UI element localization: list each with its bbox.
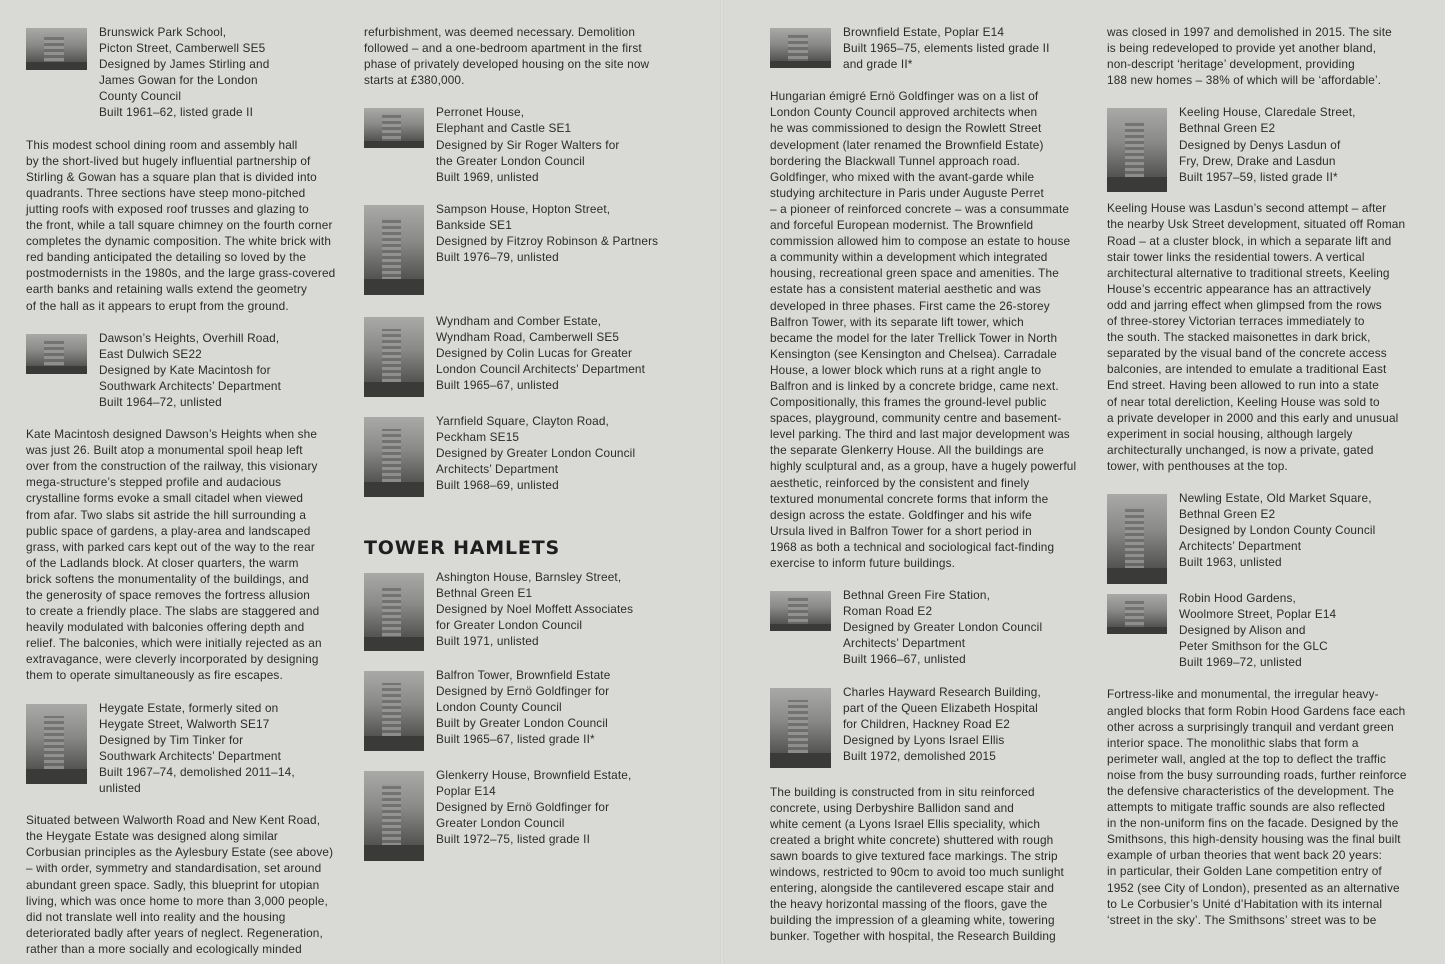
text-line: refurbishment, was deemed necessary. Demolition (364, 25, 636, 39)
text-line: of the hall as it appears to erupt from the ground. (26, 298, 289, 313)
text-line: the separate Glenkerry House. All the buildings are (770, 443, 1044, 458)
text-line: studying architecture in Paris under Auguste Perret (770, 185, 1044, 200)
entry-line: County Council (99, 89, 182, 104)
text-line: Compositionally, this frames the ground-level public (770, 395, 1047, 410)
entry-line: Bethnal Green E2 (1179, 121, 1276, 136)
entry-line: Southwark Architects’ Department (99, 748, 282, 763)
entry-line: Designed by London County Council (1179, 523, 1376, 538)
yarnfield-square-photo (364, 417, 424, 497)
entry-line: Southwark Architects’ Department (99, 378, 282, 393)
text-line: them to operate simultaneously as fire escapes. (26, 668, 283, 683)
text-line: Goldfinger, who mixed with the avant-garde while (770, 169, 1035, 184)
text-line: living, which was once home to more than 3,000 people, (26, 893, 328, 908)
text-line: non-descript ‘heritage’ development, providing (1107, 57, 1355, 72)
text-line: he was commissioned to design the Rowlett Street (770, 121, 1042, 136)
text-line: bordering the Blackwall Tunnel approach road. (770, 153, 1021, 168)
entry-line: Yarnfield Square, Clayton Road, (436, 413, 609, 428)
text-line: – a pioneer of reinforced concrete – was a consummate (770, 201, 1070, 216)
entry-yarnfield-square (364, 413, 674, 497)
paragraph-goldfinger (770, 88, 1082, 571)
entry-line: East Dulwich SE22 (99, 346, 202, 361)
text-line: – with order, symmetry and standardisation, set around (26, 861, 322, 876)
entry-line: Poplar E14 (436, 783, 496, 798)
text-line: Corbusian principles as the Aylesbury Estate (see above) (26, 845, 334, 860)
text-line: heavily modulated with balconies offering depth and (26, 620, 305, 635)
entry-line: Built 1965–67, listed grade II* (436, 732, 595, 747)
text-line: entering, alongside the cantilevered escape stair and (770, 881, 1055, 896)
entry-line: Roman Road E2 (843, 604, 933, 619)
text-line: crystalline forms evoke a small citadel when viewed (26, 491, 304, 506)
text-line: Kate Macintosh designed Dawson’s Heights when she (26, 427, 318, 442)
book-gutter (720, 0, 724, 964)
brownfield-estate-photo (770, 28, 831, 68)
balfron-tower-photo (364, 671, 424, 751)
entry-line: Bankside SE1 (436, 217, 512, 232)
entry-line: Designed by Kate Macintosh for (99, 362, 271, 377)
text-line: mega-structure’s stepped profile and audacious (26, 475, 282, 490)
text-line: perimeter wall, angled at the top to deflect the traffic (1107, 751, 1387, 766)
entry-line: Peter Smithson for the GLC (1179, 639, 1328, 654)
entry-line: Brownfield Estate, Poplar E14 (843, 25, 1005, 39)
entry-line: Built 1963, unlisted (1179, 555, 1282, 570)
text-line: deteriorated badly after years of neglect. Regeneration, (26, 925, 323, 940)
text-line: relief. The balconies, which were initially rejected as an (26, 636, 322, 651)
paragraph-robin-hood-gardens (1107, 686, 1419, 927)
entry-line: Designed by Tim Tinker for (99, 732, 244, 747)
text-line: Balfron and is linked by a concrete bridge, came next. (770, 378, 1059, 393)
column-1 (26, 24, 338, 957)
text-line: the generosity of space removes the fortress allusion (26, 588, 311, 602)
heygate-estate-photo (26, 704, 87, 784)
section-heading: TOWER HAMLETS (364, 536, 560, 559)
entry-glenkerry-house (364, 767, 674, 861)
text-line: of three-storey Victorian terraces immediately to (1107, 314, 1365, 329)
text-line: architectural alternative to traditional streets, Keeling (1107, 265, 1390, 280)
entry-line: for Children, Hackney Road E2 (843, 716, 1010, 731)
text-line: to create a friendly place. The slabs are staggered and (26, 604, 320, 619)
entry-line: Built 1961–62, listed grade II (99, 105, 254, 120)
text-line: angled blocks that form Robin Hood Gardens face each (1107, 703, 1406, 718)
text-line: was closed in 1997 and demolished in 2015. The site (1107, 25, 1392, 39)
entry-wyndham-comber (364, 313, 674, 397)
text-line: starts at £380,000. (364, 73, 465, 88)
entry-line: Built 1957–59, listed grade II* (1179, 169, 1338, 184)
text-line: is being redeveloped to provide yet another bland, (1107, 41, 1377, 56)
entry-line: Built 1971, unlisted (436, 634, 539, 649)
text-line: created a bright white concrete) shuttered with rough (770, 832, 1054, 847)
text-line: of the Ladlands block. At closer quarters, the warm (26, 555, 299, 570)
text-line: stair tower links the residential towers. A vertical (1107, 249, 1365, 264)
entry-line: Built 1967–74, demolished 2011–14, unlisted (99, 764, 295, 796)
sampson-house-photo (364, 205, 424, 295)
entry-line: Built 1976–79, unlisted (436, 250, 559, 265)
text-line: Situated between Walworth Road and New Kent Road, (26, 813, 321, 828)
text-line: End street. Having been allowed to run into a state (1107, 378, 1379, 393)
entry-line: Robin Hood Gardens, (1179, 590, 1296, 605)
newling-estate-photo (1107, 494, 1167, 584)
text-line: This modest school dining room and assembly hall (26, 137, 298, 152)
entry-line: Ashington House, Barnsley Street, (436, 569, 622, 584)
entry-line: Charles Hayward Research Building, (843, 684, 1041, 699)
text-line: estate has a consistent material aesthetic and was (770, 282, 1042, 297)
entry-line: Glenkerry House, Brownfield Estate, (436, 767, 632, 782)
text-line: over from the construction of the railway, this visionary (26, 459, 318, 474)
column-4 (1107, 24, 1419, 928)
entry-line: Architects’ Department (436, 462, 559, 477)
entry-line: Perronet House, (436, 105, 525, 120)
text-line: attempts to mitigate traffic sounds are also reflected (1107, 800, 1386, 815)
entry-line: Designed by Colin Lucas for Greater (436, 346, 633, 361)
paragraph-charles-hayward-continued (1107, 24, 1419, 88)
paragraph-heygate-continued (364, 24, 674, 88)
text-line: followed – and a one-bedroom apartment in the first (364, 41, 642, 56)
text-line: exercise to inform future buildings. (770, 556, 956, 570)
text-line: balconies, are intended to emulate a traditional East (1107, 362, 1387, 377)
text-line: housing, recreational green space and amenities. The (770, 266, 1059, 281)
text-line: spaces, playground, community centre and basement- (770, 411, 1062, 426)
entry-line: Bethnal Green Fire Station, (843, 588, 991, 603)
text-line: concrete, using Derbyshire Ballidon sand and (770, 800, 1014, 815)
text-line: and forceful European modernist. The Brownfield (770, 218, 1034, 233)
text-line: white cement (a Lyons Israel Ellis speciality, which (770, 816, 1041, 831)
text-line: to Le Corbusier’s Unité d’Habitation with its internal (1107, 896, 1383, 911)
text-line: the south. The stacked maisonettes in dark brick, (1107, 330, 1371, 345)
text-line: 1968 as both a technical and sociological fact-finding (770, 539, 1055, 554)
entry-line: Built 1966–67, unlisted (843, 652, 966, 667)
text-line: in the non-uniform fins on the facade. Designed by the (1107, 816, 1399, 831)
text-line: grass, with parked cars kept out of the way to the rear (26, 539, 315, 554)
entry-perronet-house (364, 104, 674, 184)
text-line: a private developer in 2000 and this early and unusual (1107, 410, 1399, 425)
paragraph-keeling-house (1107, 200, 1419, 474)
text-line: commission allowed him to compose an estate to house (770, 234, 1071, 249)
text-line: of near total dereliction, Keeling House was sold to (1107, 394, 1380, 409)
text-line: House’s eccentric appearance has an attractively (1107, 281, 1372, 296)
text-line: Road – at a cluster block, in which a separate lift and (1107, 233, 1392, 248)
text-line: level parking. The third and last major development was (770, 427, 1070, 442)
entry-line: Elephant and Castle SE1 (436, 121, 572, 136)
text-line: the front, while a tall square chimney on the fourth corner (26, 218, 333, 233)
entry-line: Designed by Ernö Goldfinger for (436, 800, 610, 815)
text-line: from afar. Two slabs sit astride the hill surrounding a (26, 507, 307, 522)
entry-line: Peckham SE15 (436, 429, 520, 444)
wyndham-comber-estate-photo (364, 317, 424, 397)
glenkerry-house-photo (364, 771, 424, 861)
text-line: Balfron Tower, with its separate lift tower, which (770, 314, 1024, 329)
text-line: The building is constructed from in situ reinforced (770, 784, 1035, 799)
entry-line: Designed by Greater London Council (843, 620, 1043, 635)
entry-line: Heygate Estate, formerly sited on (99, 700, 279, 715)
text-line: sawn boards to give textured face markings. The strip (770, 848, 1058, 863)
text-line: Ursula lived in Balfron Tower for a short period in (770, 523, 1032, 538)
entry-line: Dawson’s Heights, Overhill Road, (99, 330, 280, 345)
text-line: phase of privately developed housing on the site now (364, 57, 650, 72)
entry-line: Woolmore Street, Poplar E14 (1179, 607, 1337, 622)
text-line: Smithsons, this high-density housing was the final built (1107, 832, 1401, 847)
text-line: in particular, their Golden Lane competition entry of (1107, 864, 1382, 879)
entry-line: London County Council (436, 700, 562, 715)
text-line: became the model for the later Trellick Tower in North (770, 330, 1058, 345)
entry-heygate-estate (26, 700, 338, 797)
text-line: interior space. The monolithic slabs that form a (1107, 735, 1359, 750)
text-line: red banding anticipated the detailing so loved by the (26, 250, 307, 265)
entry-line: Designed by Lyons Israel Ellis (843, 732, 1005, 747)
text-line: ‘street in the sky’. The Smithsons’ street was to be (1107, 912, 1377, 927)
entry-line: Brunswick Park School, (99, 25, 227, 39)
entry-line: Greater London Council (436, 816, 565, 831)
entry-line: London Council Architects’ Department (436, 362, 646, 377)
text-line: earth banks and retaining walls extend the geometry (26, 282, 308, 297)
entry-line: Keeling House, Claredale Street, (1179, 105, 1356, 120)
entry-line: Designed by Greater London Council (436, 446, 636, 461)
text-line: 188 new homes – 38% of which will be ‘affordable’. (1107, 73, 1382, 88)
entry-line: Architects’ Department (1179, 539, 1302, 554)
column-2 (364, 24, 674, 861)
perronet-house-photo (364, 108, 424, 148)
text-line: the nearby Usk Street development, situated off Roman (1107, 217, 1406, 232)
entry-line: Built 1969, unlisted (436, 169, 539, 184)
text-line: abundant green space. Sadly, this blueprint for utopian (26, 877, 320, 892)
text-line: experiment in social housing, although largely (1107, 426, 1353, 441)
text-line: highly sculptural and, as a group, have a hugely powerful (770, 459, 1077, 474)
text-line: House, a lower block which runs at a right angle to (770, 362, 1042, 377)
text-line: jutting roofs with exposed roof trusses and glazing to (26, 201, 309, 216)
text-line: the defensive characteristics of the development. The (1107, 784, 1395, 798)
entry-line: Built 1972, demolished 2015 (843, 748, 996, 763)
bethnal-green-fire-station-photo (770, 591, 831, 631)
text-line: completes the dynamic composition. The white brick with (26, 234, 332, 249)
entry-line: Designed by Noel Moffett Associates (436, 602, 634, 617)
entry-line: for Greater London Council (436, 618, 583, 633)
entry-line: Bethnal Green E2 (1179, 507, 1276, 522)
text-line: architecturally unchanged, is now a private, gated (1107, 442, 1374, 457)
entry-line: Wyndham and Comber Estate, (436, 313, 602, 328)
text-line: example of urban theories that went back 20 years: (1107, 848, 1383, 863)
entry-ashington-house (364, 569, 674, 651)
text-line: tower, with penthouses at the top. (1107, 458, 1288, 473)
entry-line: Picton Street, Camberwell SE5 (99, 41, 266, 56)
text-line: windows, restricted to 90cm to avoid too much sunlight (770, 865, 1064, 880)
entry-line: Designed by Ernö Goldfinger for (436, 683, 610, 698)
entry-line: Architects’ Department (843, 636, 966, 651)
text-line: London County Council approved architects when (770, 105, 1038, 120)
text-line: postmodernists in the 1980s, and the large grass-covered (26, 266, 336, 281)
entry-keeling-house (1107, 104, 1419, 192)
text-line: separated by the visual band of the concrete access (1107, 346, 1387, 361)
entry-line: Built 1969–72, unlisted (1179, 655, 1302, 670)
column-3 (770, 24, 1082, 945)
entry-line: Designed by Alison and (1179, 623, 1306, 638)
text-line: rather than a more socially and ecologically minded (26, 941, 302, 956)
entry-line: Designed by Denys Lasdun of (1179, 137, 1341, 152)
entry-line: Designed by James Stirling and (99, 57, 270, 72)
paragraph-stirling-gowan (26, 137, 338, 314)
text-line: bunker. Together with hospital, the Research Building (770, 929, 1056, 944)
entry-line: Heygate Street, Walworth SE17 (99, 716, 270, 731)
entry-line: Bethnal Green E1 (436, 585, 533, 600)
text-line: 1952 (see City of London), presented as an alternative (1107, 880, 1400, 895)
entry-charles-hayward-building (770, 684, 1082, 768)
text-line: Kensington (see Kensington and Chelsea). Carradale (770, 346, 1057, 361)
entry-bethnal-green-fire-station (770, 587, 1082, 667)
text-line: odd and jarring effect when glimpsed from the rows (1107, 297, 1382, 312)
robin-hood-gardens-photo (1107, 594, 1167, 634)
text-line: extravagance, were cleverly incorporated by designing (26, 652, 319, 667)
entry-newling-estate (1107, 490, 1419, 584)
text-line: Fortress-like and monumental, the irregular heavy- (1107, 687, 1379, 702)
entry-brunswick-park-school (26, 24, 338, 121)
entry-line: part of the Queen Elizabeth Hospital (843, 700, 1038, 715)
text-line: the Heygate Estate was designed along similar (26, 829, 279, 844)
charles-hayward-building-photo (770, 688, 831, 768)
text-line: did not translate well into reality and the housing (26, 909, 286, 924)
entry-line: Sampson House, Hopton Street, (436, 201, 611, 216)
text-line: noise from the busy surrounding roads, further reinforce (1107, 767, 1407, 782)
entry-line: Wyndham Road, Camberwell SE5 (436, 329, 620, 344)
text-line: brick softens the monumentality of the buildings, and (26, 571, 309, 586)
text-line: development (later renamed the Brownfield Estate) (770, 137, 1044, 152)
text-line: Keeling House was Lasdun’s second attempt – after (1107, 201, 1387, 216)
entry-dawsons-heights (26, 330, 338, 410)
entry-robin-hood-gardens (1107, 590, 1419, 670)
ashington-house-photo (364, 573, 424, 651)
entry-line: Built by Greater London Council (436, 716, 608, 731)
entry-line: the Greater London Council (436, 153, 585, 168)
brunswick-park-school-photo (26, 28, 87, 70)
text-line: the heavy horizontal massing of the floors, gave the (770, 897, 1048, 912)
entry-brownfield-estate (770, 24, 1082, 72)
entry-line: Balfron Tower, Brownfield Estate (436, 667, 611, 682)
entry-line: Fry, Drew, Drake and Lasdun (1179, 153, 1336, 168)
text-line: design across the estate. Goldfinger and his wife (770, 507, 1032, 522)
text-line: other across a surprisingly tranquil and verdant green (1107, 719, 1394, 734)
entry-line: Built 1965–67, unlisted (436, 378, 559, 393)
text-line: textured monumental concrete forms that inform the (770, 491, 1049, 506)
text-line: was just 26. Built atop a monumental spoil heap left (26, 443, 303, 458)
keeling-house-photo (1107, 108, 1167, 192)
entry-line: Built 1964–72, unlisted (99, 394, 222, 409)
entry-line: Designed by Fitzroy Robinson & Partners (436, 234, 659, 249)
text-line: developed in three phases. First came the 26-storey (770, 298, 1050, 313)
entry-line: Designed by Sir Roger Walters for (436, 137, 620, 152)
text-line: aesthetic, reinforced by the consistent and finely (770, 475, 1030, 490)
entry-line: Built 1968–69, unlisted (436, 478, 559, 493)
entry-balfron-tower (364, 667, 674, 751)
text-line: building the impression of a gleaming white, towering (770, 913, 1055, 928)
entry-line: James Gowan for the London (99, 73, 258, 88)
entry-line: Newling Estate, Old Market Square, (1179, 490, 1372, 505)
entry-sampson-house (364, 201, 674, 313)
text-line: a community within a development which integrated (770, 250, 1048, 265)
text-line: quadrants. Three sections have steep mono-pitched (26, 185, 306, 200)
dawsons-heights-photo (26, 334, 87, 374)
paragraph-dawsons-heights (26, 426, 338, 684)
text-line: Hungarian émigré Ernö Goldfinger was on a list of (770, 89, 1039, 104)
text-line: public space of gardens, a play-area and landscaped (26, 523, 311, 538)
paragraph-heygate (26, 812, 338, 957)
entry-line: Built 1972–75, listed grade II (436, 832, 591, 847)
entry-line: and grade II* (843, 57, 913, 72)
entry-line: Built 1965–75, elements listed grade II (843, 41, 1050, 56)
paragraph-charles-hayward (770, 784, 1082, 945)
text-line: by the short-lived but hugely influential partnership of (26, 153, 311, 168)
text-line: Stirling & Gowan has a square plan that is divided into (26, 169, 317, 184)
